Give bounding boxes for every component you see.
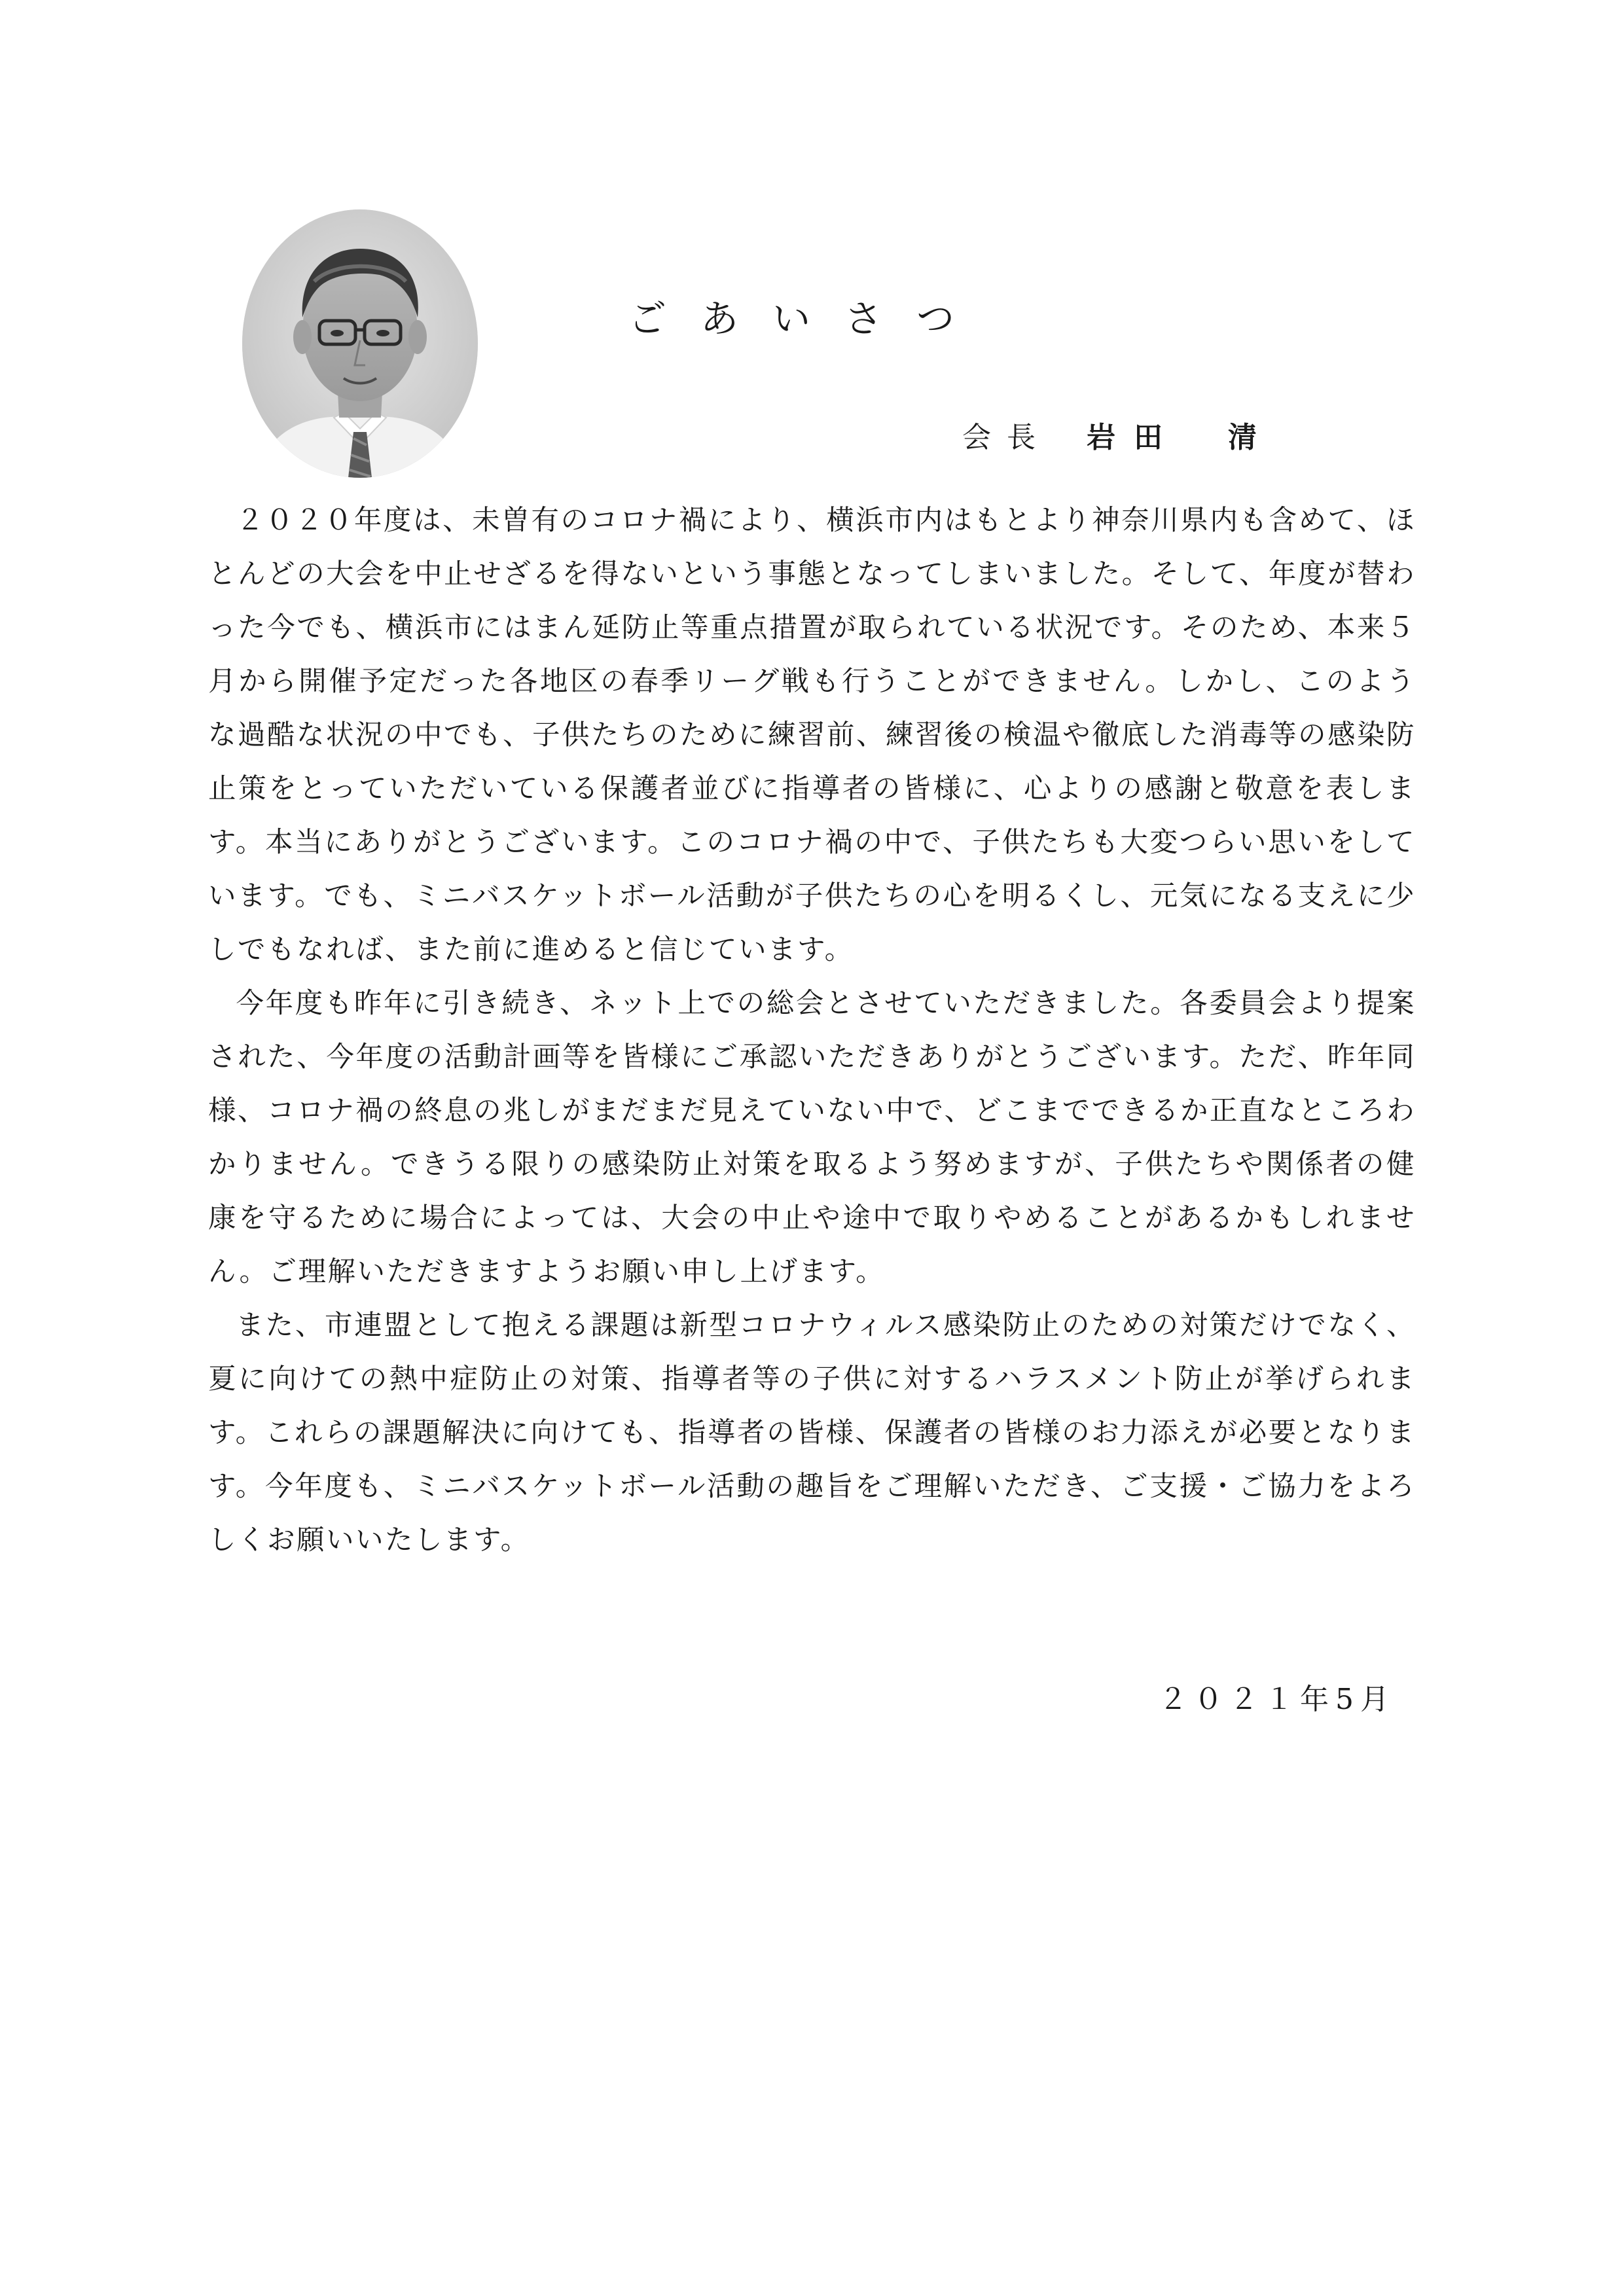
- portrait-photo: [242, 209, 478, 478]
- document-date: ２０２１年5月: [1159, 1683, 1396, 1716]
- page-title: ごあいさつ: [628, 296, 989, 341]
- paragraph-2: 今年度も昨年に引き続き、ネット上での総会とさせていただきました。各委員会より提案された、今年度の活動計画等を皆様にご承認いただきありがとうございます。ただ、昨年同様、コロナ禍の終息の兆しがまだまだ見えていない中で、どこまでできるか正直なところわかりません。できうる限りの感染防止対策を取るよう努めますが、子供たちや関係者の健康を守るために場合によっては、大会の中止や途中で取りやめることがあるかもしれません。ご理解いただきますようお願い申し上げます。: [208, 988, 1416, 1288]
- signature-name: 岩田 清: [1087, 421, 1275, 454]
- paragraph-3: また、市連盟として抱える課題は新型コロナウィルス感染防止のための対策だけでなく、夏に向けての熱中症防止の対策、指導者等の子供に対するハラスメント防止が挙げられます。これらの課題解決に向けても、指導者の皆様、保護者の皆様のお力添えが必要となります。今年度も、ミニバスケットボール活動の趣旨をご理解いただき、ご支援・ご協力をよろしくお願いいたします。: [208, 1310, 1416, 1556]
- signature: [962, 414, 1420, 456]
- body-text: [208, 494, 1416, 1568]
- person-portrait-icon: [242, 209, 478, 478]
- signature-role: 会長: [962, 421, 1051, 454]
- paragraph-1: ２０２０年度は、未曽有のコロナ禍により、横浜市内はもとより神奈川県内も含めて、ほとんどの大会を中止せざるを得ないという事態となってしまいました。そして、年度が替わった今でも、横浜市にはまん延防止等重点措置が取られている状況です。そのため、本来５月から開催予定だった各地区の春季リーグ戦も行うことができません。しかし、このような過酷な状況の中でも、子供たちのために練習前、練習後の検温や徹底した消毒等の感染防止策をとっていただいている保護者並びに指導者の皆様に、心よりの感謝と敬意を表します。本当にありがとうございます。このコロナ禍の中で、子供たちも大変つらい思いをしています。でも、ミニバスケットボール活動が子供たちの心を明るくし、元気になる支えに少しでもなれば、また前に進めると信じています。: [208, 505, 1416, 966]
